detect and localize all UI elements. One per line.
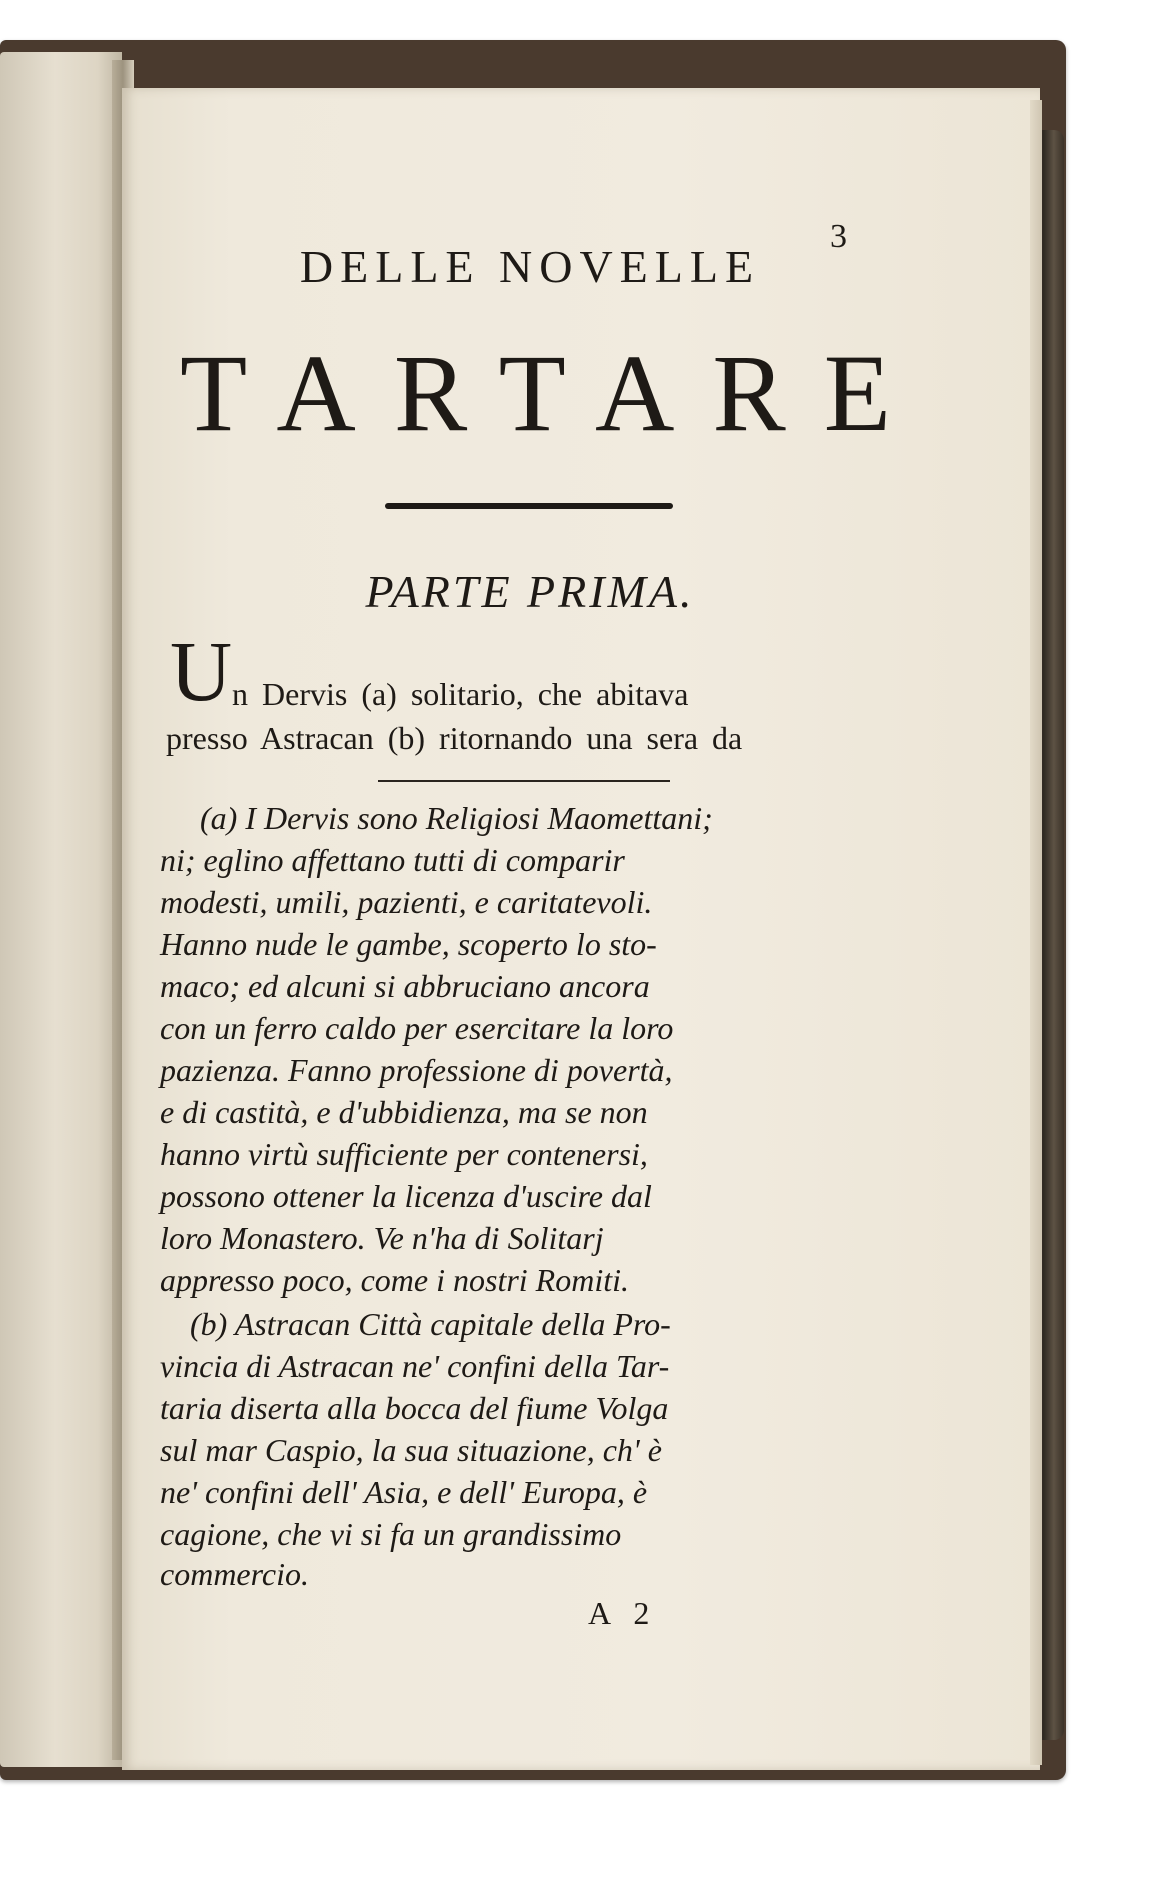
drop-cap: U [170, 623, 233, 719]
footnote-line: ne' confini dell' Asia, e dell' Europa, è [160, 1474, 648, 1510]
footnote-line: commercio. [160, 1556, 309, 1592]
footnote-line: maco; ed alcuni si abbruciano ancora [160, 968, 650, 1004]
left-page [0, 52, 122, 1767]
page-edge [1030, 100, 1042, 1765]
footnote-line: e di castità, e d'ubbidienza, ma se non [160, 1094, 648, 1130]
footnote-line: ni; eglino affettano tutti di comparir [160, 842, 625, 878]
page-number: 3 [830, 218, 847, 255]
footnote-line: vincia di Astracan ne' confini della Tar- [160, 1348, 670, 1384]
decorative-rule [385, 503, 673, 509]
footnote-rule [378, 780, 670, 782]
footnote-line: cagione, che vi si fa un grandissimo [160, 1516, 622, 1552]
footnote-line: pazienza. Fanno professione di povertà, [160, 1052, 673, 1088]
footnote-line: taria diserta alla bocca del fiume Volga [160, 1390, 669, 1426]
footnote-line: hanno virtù sufficiente per contenersi, [160, 1136, 648, 1172]
part-title: PARTE PRIMA. [365, 566, 695, 617]
body-line: presso Astracan (b) ritornando una sera da [166, 720, 743, 756]
body-line: n Dervis (a) solitario, che abitava [232, 676, 689, 712]
footnote-line: modesti, umili, pazienti, e caritatevoli. [160, 884, 653, 920]
heading-small: DELLE NOVELLE [299, 241, 761, 292]
footnote-line: (b) Astracan Città capitale della Pro- [190, 1306, 671, 1342]
heading-large: TARTARE [180, 332, 929, 454]
footnote-line: (a) I Dervis sono Religiosi Maomettani; [200, 800, 713, 836]
footnote-line: possono ottener la licenza d'uscire dal [160, 1178, 652, 1214]
footnote-line: appresso poco, come i nostri Romiti. [160, 1262, 629, 1298]
footnote-line: con un ferro caldo per esercitare la loro [160, 1010, 674, 1046]
signature-mark: A 2 [588, 1595, 658, 1631]
footnote-line: loro Monastero. Ve n'ha di Solitarj [160, 1220, 604, 1256]
footnote-line: Hanno nude le gambe, scoperto lo sto- [160, 926, 657, 962]
footnote-line: sul mar Caspio, la sua situazione, ch' è [160, 1432, 662, 1468]
